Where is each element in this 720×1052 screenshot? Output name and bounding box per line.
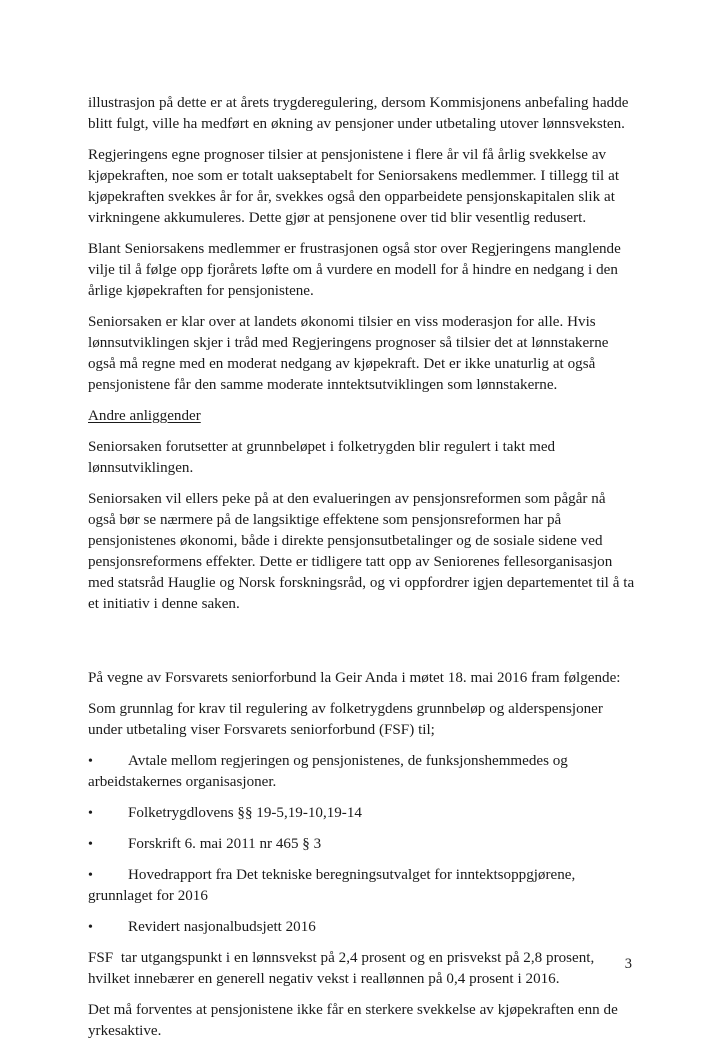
page-number: 3: [624, 956, 632, 972]
paragraph-2: Regjeringens egne prognoser tilsier at pensjonistene i flere år vil få årlig svekkelse av kjøpekraften, noe som er totalt uakseptabelt for Seniorsakens medlemmer. I tillegg til at kjøpekraften svekkes år for år, svekkes også den opparbeidete pensjonskapitalen slik at virkningene akkumuleres. Dette gjør at pensjonene over tid blir vesentlig redusert.: [88, 147, 623, 226]
section-heading-andre-anliggender: [88, 406, 636, 427]
list-item: [88, 865, 636, 907]
list-item: [88, 834, 636, 855]
list-item: [88, 917, 636, 938]
list-item-text: Folketrygdlovens §§ 19-5,19-10,19-14: [128, 805, 362, 821]
section-heading-text: Andre anliggender: [88, 408, 201, 424]
reference-list: [88, 751, 636, 938]
list-item-text: Hovedrapport fra Det tekniske beregningsutvalget for inntektsoppgjørene, grunnlaget for 2016: [88, 867, 576, 904]
paragraph-5: Seniorsaken forutsetter at grunnbeløpet i folketrygden blir regulert i takt med lønnsutviklingen.: [88, 439, 559, 476]
list-item: [88, 803, 636, 824]
second-section-basis: Som grunnlag for krav til regulering av folketrygdens grunnbeløp og alderspensjoner under utbetaling viser Forsvarets seniorforbund (FSF) til;: [88, 701, 607, 738]
section-spacer: [88, 625, 636, 668]
paragraph-8: Det må forventes at pensjonistene ikke får en sterkere svekkelse av kjøpekraften enn de yrkesaktive.: [88, 1002, 622, 1039]
bullet-icon: •: [88, 920, 93, 935]
list-item: [88, 751, 636, 793]
second-section-intro: På vegne av Forsvarets seniorforbund la Geir Anda i møtet 18. mai 2016 fram følgende:: [88, 670, 621, 686]
paragraph-3: Blant Seniorsakens medlemmer er frustrasjonen også stor over Regjeringens manglende vilje til å følge opp fjorårets løfte om å vurdere en modell for å hindre en nedgang i den årlige kjøpekraften for pensjonistene.: [88, 241, 625, 299]
bullet-icon: •: [88, 868, 93, 883]
bullet-icon: •: [88, 837, 93, 852]
bullet-icon: •: [88, 754, 93, 769]
paragraph-1: illustrasjon på dette er at årets trygderegulering, dersom Kommisjonens anbefaling hadde blitt fulgt, ville ha medført en økning av pensjoner under utbetaling utover lønnsveksten.: [88, 95, 633, 132]
list-item-text: Avtale mellom regjeringen og pensjonistenes, de funksjonshemmedes og arbeidstakernes organisasjoner.: [88, 753, 568, 790]
bullet-icon: •: [88, 806, 93, 821]
page-content: [88, 93, 639, 1052]
paragraph-7: FSF tar utgangspunkt i en lønnsvekst på 2,4 prosent og en prisvekst på 2,8 prosent, hvilket innebærer en generell negativ vekst i reallønnen på 0,4 prosent i 2016.: [88, 950, 599, 987]
paragraph-4: Seniorsaken er klar over at landets økonomi tilsier en viss moderasjon for alle. Hvis lønnsutviklingen skjer i tråd med Regjeringens prognoser så tilsier det at lønnstakerne også må regne med en moderat nedgang av kjøpekraft. Det er ikke unaturlig at også pensjonistene får den samme moderate inntektsutviklingen som lønnstakerne.: [88, 314, 613, 393]
list-item-text: Revidert nasjonalbudsjett 2016: [128, 919, 316, 935]
list-item-text: Forskrift 6. mai 2011 nr 465 § 3: [128, 836, 322, 852]
paragraph-6: Seniorsaken vil ellers peke på at den evalueringen av pensjonsreformen som pågår nå også bør se nærmere på de langsiktige effektene som pensjonsreformen har på pensjonistenes økonomi, både i direkte pensjonsutbetalinger og de sosiale sidene ved pensjonsreformens effekter. Dette er tidligere tatt opp av Seniorenes fellesorganisasjon med statsråd Hauglie og Norsk forskningsråd, og vi oppfordrer igjen departementet til å ta et initiativ i denne saken.: [88, 491, 639, 612]
